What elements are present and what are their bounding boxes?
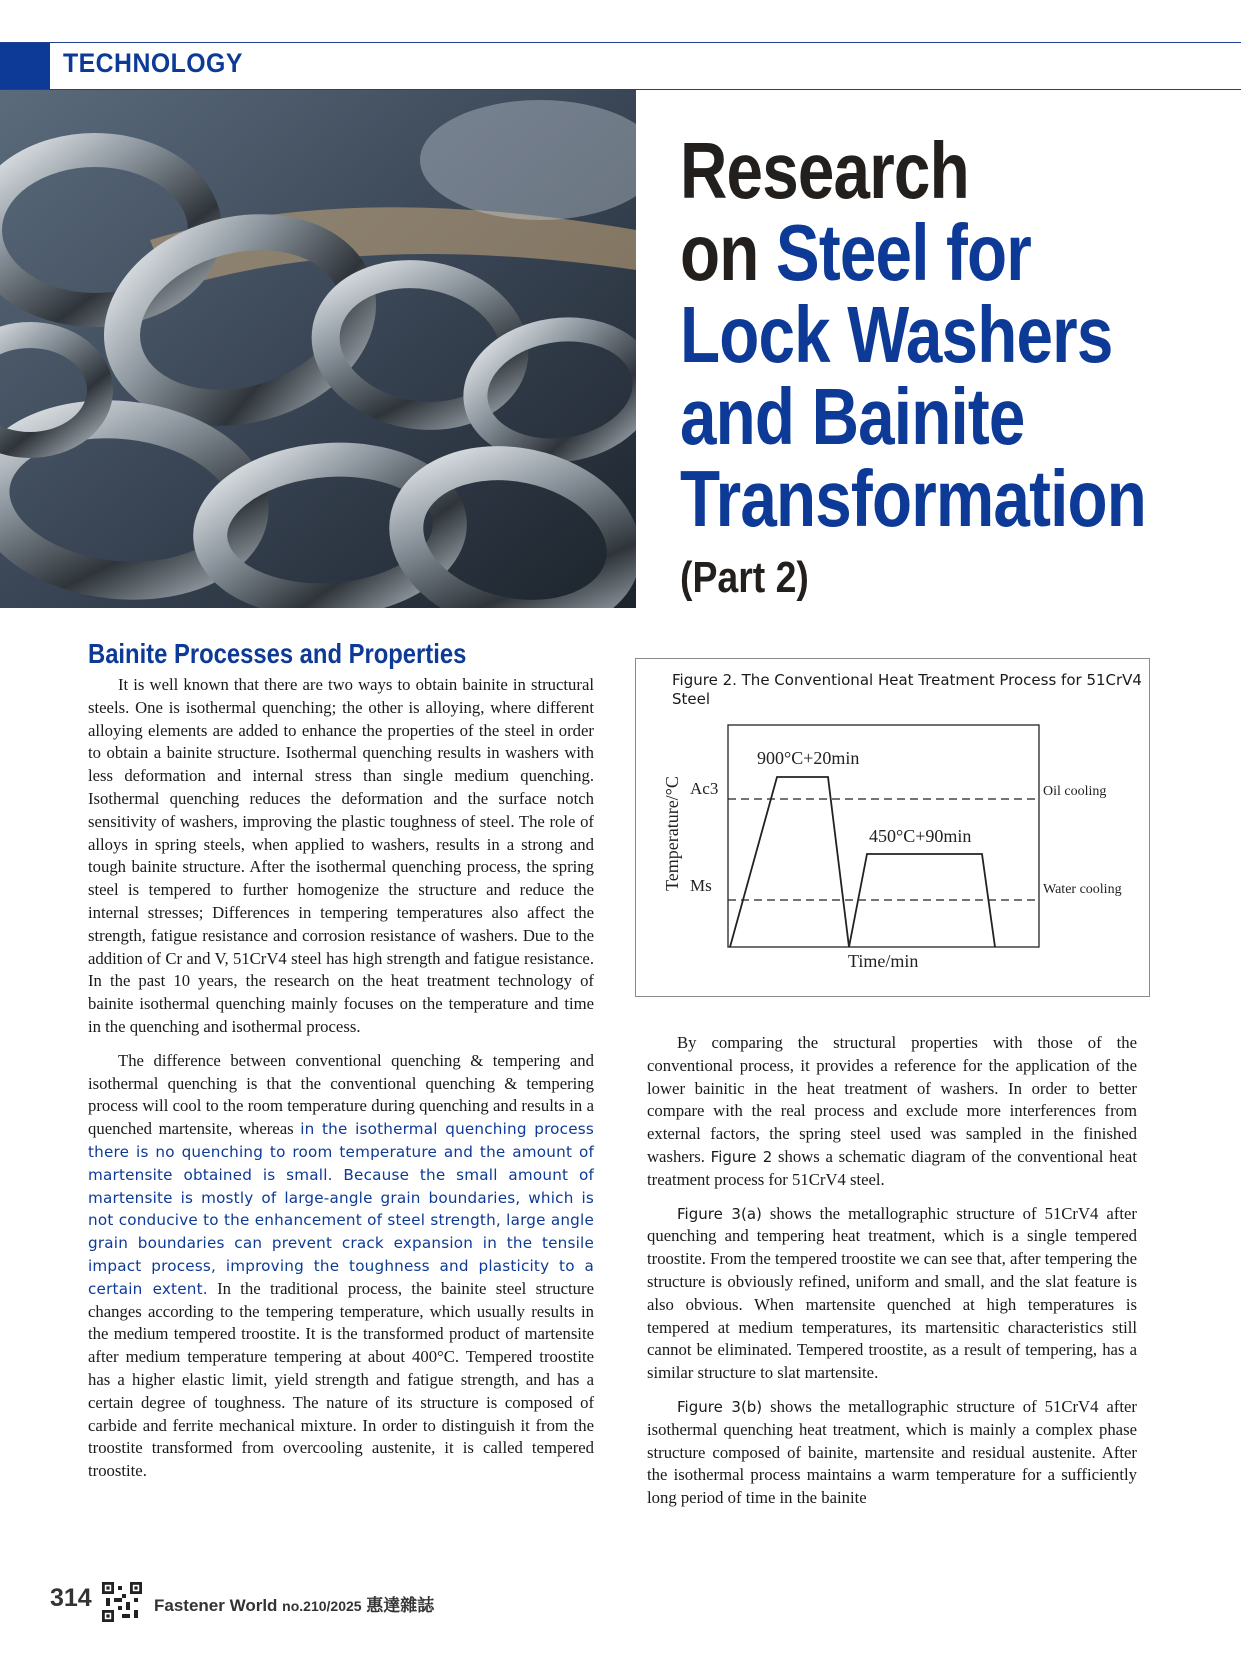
left-column — [88, 674, 594, 1494]
top-rule — [0, 42, 1241, 43]
footer-brand — [154, 1591, 434, 1616]
brand-chinese: 惠達雜誌 — [366, 1596, 435, 1615]
hero-photo-lock-washers — [0, 90, 636, 608]
ytick-ms: Ms — [690, 876, 712, 895]
paragraph-text: By comparing the structural properties with those of the conventional process, it provides a reference for the application of the lower bainitic in the heat treatment of washers. In order to better compare with the real process and exclude more interferences from external factors, the spring steel used was sampled in the finished washers. — [647, 1033, 1137, 1166]
paragraph — [88, 1050, 594, 1483]
paragraph — [647, 1203, 1137, 1385]
process-curve — [730, 777, 995, 947]
section-heading: Bainite Processes and Properties — [88, 638, 467, 669]
title-line-3: Lock Washers — [680, 290, 1113, 379]
brand-name: Fastener World — [154, 1596, 278, 1615]
section-color-block — [0, 43, 50, 89]
paragraph-text: The difference between conventional quenching & tempering and isothermal quenching is that the conventional quenching & tempering process will cool to the room temperature during quenching and results in a quenched martensite, whereas — [88, 1050, 594, 1139]
annotation-900: 900°C+20min — [757, 748, 860, 768]
figure-2 — [635, 658, 1150, 997]
annotation-450: 450°C+90min — [869, 826, 972, 846]
paragraph-text: In the traditional process, the bainite steel structure changes according to the tempering temperature, which usually results in the medium tempered troostite. It is the transformed product of martensite after medium temperature tempering at about 400°C. Tempered troostite has a higher elastic limit, yield strength and fatigue strength, and has a certain degree of toughness. The nature of its structure is composed of carbide and ferrite mechanical mixture. In order to distinguish it from the troostite transformed from overcooling austenite, it is called tempered troostite. — [88, 1278, 594, 1481]
section-label: TECHNOLOGY — [63, 48, 243, 78]
title-line-1: Research — [680, 126, 969, 215]
paragraph — [647, 1032, 1137, 1192]
paragraph-text: shows the metallographic structure of 51CrV4 after quenching and tempering heat treatment, which is a single tempered troostite. From the tempered troostite we can see that, after tempering the structure is obviously refined, uniform and small, and the slat feature is also obvious. When martensite quenched at high temperatures is tempered at medium temperatures, its martensitic characteristics still cannot be eliminated. Tempered troostite, as a result of tempering, has a similar structure to slat martensite. — [647, 1203, 1137, 1383]
ytick-ac3: Ac3 — [690, 779, 719, 798]
paragraph-text: shows the metallographic structure of 51CrV4 after isothermal quenching heat treatment, which is mainly a complex phase structure composed of bainite, martensite and residual austenite. After the isothermal process maintains a warm temperature for a sufficiently long period of time in the bainite — [647, 1396, 1137, 1508]
figure-reference: Figure 3(a) — [677, 1204, 762, 1223]
article-part: (Part 2) — [680, 553, 809, 602]
highlighted-text: in the isothermal quenching process there is no quenching to room temperature and the amount of martensite obtained is small. Because the small amount of martensite is mostly of large-angle grain boundaries, which is not conducive to the enhancement of steel strength, large angle grain boundaries can prevent crack expansion in the tensile impact process, improving the toughness and plasticity to a certain extent. — [88, 1120, 594, 1298]
article-title — [680, 126, 1147, 543]
x-axis-label: Time/min — [848, 951, 919, 971]
right-column — [647, 1032, 1137, 1521]
paragraph-text: shows a schematic diagram of the conventional heat treatment process for 51CrV4 steel. — [647, 1146, 1137, 1189]
issue-number: no.210/2025 — [282, 1598, 362, 1614]
page-number: 314 — [50, 1584, 92, 1612]
y-axis-label: Temperature/°C — [662, 776, 682, 891]
paragraph — [647, 1396, 1137, 1510]
oil-cooling-label: Oil cooling — [1043, 784, 1107, 799]
title-line-5: Transformation — [680, 454, 1147, 543]
figure-caption: Figure 2. The Conventional Heat Treatment Process for 51CrV4 Steel — [672, 671, 1142, 708]
heat-treatment-chart — [636, 659, 1151, 998]
title-line-2 — [680, 208, 1146, 297]
title-line-2-blue: Steel for — [775, 208, 1031, 297]
figure-reference: Figure 3(b) — [677, 1397, 763, 1416]
title-line-2-dark: on — [680, 208, 776, 297]
qr-code-icon — [102, 1582, 142, 1622]
title-line-4: and Bainite — [680, 372, 1025, 461]
water-cooling-label: Water cooling — [1043, 882, 1122, 897]
figure-reference: Figure 2 — [710, 1147, 773, 1166]
paragraph: It is well known that there are two ways to obtain bainite in structural steels. One is isothermal quenching; the other is alloying, where different alloying elements are added to enhance the properties of the steel in order to obtain a bainite structure. Isothermal quenching results in washers with less deformation and internal stress than single medium quenching. Isothermal quenching reduces the deformation and the surface notch sensitivity of washers, improving the plastic toughness of steel. The role of alloys in spring steels, when applied to washers, results in a strong and tough bainite structure. After the isothermal quenching process, the spring steel is tempered to further homogenize the structure and reduce the internal stresses; Differences in tempering temperatures also affect the strength, fatigue resistance and corrosion resistance of washers. Due to the addition of Cr and V, 51CrV4 steel has high strength and fatigue resistance. In the past 10 years, the research on the heat treatment technology of bainite isothermal quenching mainly focuses on the temperature and time in the quenching and isothermal process. — [88, 675, 594, 1036]
